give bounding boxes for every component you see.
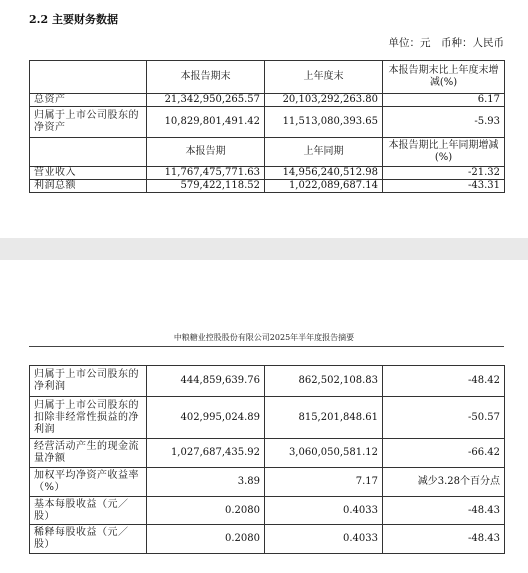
header-cell: 本报告期末比上年度末增减(%) [383, 61, 505, 94]
table-header-row [30, 61, 505, 94]
value-cell: 0.4033 [265, 497, 383, 525]
value-cell: 0.4033 [265, 525, 383, 554]
row-label: 营业收入 [30, 167, 147, 180]
value-cell: -50.57 [383, 397, 505, 439]
header-cell [30, 61, 147, 94]
table-row [30, 366, 505, 397]
header-cell: 本报告期比上年同期增减(%) [383, 138, 505, 167]
value-cell: 815,201,848.61 [265, 397, 383, 439]
value-cell: 6.17 [383, 94, 505, 107]
value-cell: -43.31 [383, 180, 505, 193]
row-label: 基本每股收益（元／股） [30, 497, 147, 525]
header-cell: 本报告期末 [147, 61, 265, 94]
table-row [30, 497, 505, 525]
row-label: 加权平均净资产收益率（%） [30, 468, 147, 497]
row-label: 利润总额 [30, 180, 147, 193]
header-cell: 本报告期 [147, 138, 265, 167]
value-cell: 14,956,240,512.98 [265, 167, 383, 180]
row-label: 归属于上市公司股东的扣除非经常性损益的净利润 [30, 397, 147, 439]
value-cell: 579,422,118.52 [147, 180, 265, 193]
value-cell: -48.43 [383, 497, 505, 525]
header-rule [29, 346, 504, 347]
value-cell: 3,060,050,581.12 [265, 439, 383, 468]
row-label: 经营活动产生的现金流量净额 [30, 439, 147, 468]
value-cell: 444,859,639.76 [147, 366, 265, 397]
row-label: 归属于上市公司股东的净利润 [30, 366, 147, 397]
value-cell: 402,995,024.89 [147, 397, 265, 439]
value-cell: 1,027,687,435.92 [147, 439, 265, 468]
value-cell: 1,022,089,687.14 [265, 180, 383, 193]
running-header: 中粮糖业控股股份有限公司2025年半年度报告摘要 [173, 333, 355, 342]
value-cell: -48.43 [383, 525, 505, 554]
page-separator [0, 238, 528, 260]
section-title: 2.2 主要财务数据 [29, 13, 118, 26]
value-cell: -5.93 [383, 107, 505, 138]
table-row [30, 107, 505, 138]
value-cell: 10,829,801,491.42 [147, 107, 265, 138]
row-label: 稀释每股收益（元／股） [30, 525, 147, 554]
header-cell [30, 138, 147, 167]
report-page-1 [0, 0, 528, 238]
row-label: 总资产 [30, 94, 147, 107]
value-cell: 11,767,475,771.63 [147, 167, 265, 180]
table-row [30, 397, 505, 439]
value-cell: -66.42 [383, 439, 505, 468]
value-cell: 862,502,108.83 [265, 366, 383, 397]
table-row [30, 167, 505, 180]
value-cell: 减少3.28个百分点 [383, 468, 505, 497]
value-cell: -48.42 [383, 366, 505, 397]
value-cell: -21.32 [383, 167, 505, 180]
table-row [30, 525, 505, 554]
value-cell: 0.2080 [147, 525, 265, 554]
table-row [30, 180, 505, 193]
table-header-row [30, 138, 505, 167]
value-cell: 11,513,080,393.65 [265, 107, 383, 138]
row-label: 归属于上市公司股东的净资产 [30, 107, 147, 138]
unit-currency-line: 单位：元 币种：人民币 [388, 37, 504, 49]
table-row [30, 468, 505, 497]
value-cell: 7.17 [265, 468, 383, 497]
value-cell: 21,342,950,265.57 [147, 94, 265, 107]
value-cell: 3.89 [147, 468, 265, 497]
value-cell: 0.2080 [147, 497, 265, 525]
value-cell: 20,103,292,263.80 [265, 94, 383, 107]
header-cell: 上年同期 [265, 138, 383, 167]
financial-data-table-1 [29, 60, 505, 193]
financial-data-table-2 [29, 365, 505, 554]
header-cell: 上年度末 [265, 61, 383, 94]
report-page-2 [0, 260, 528, 573]
table-row [30, 439, 505, 468]
table-row [30, 94, 505, 107]
